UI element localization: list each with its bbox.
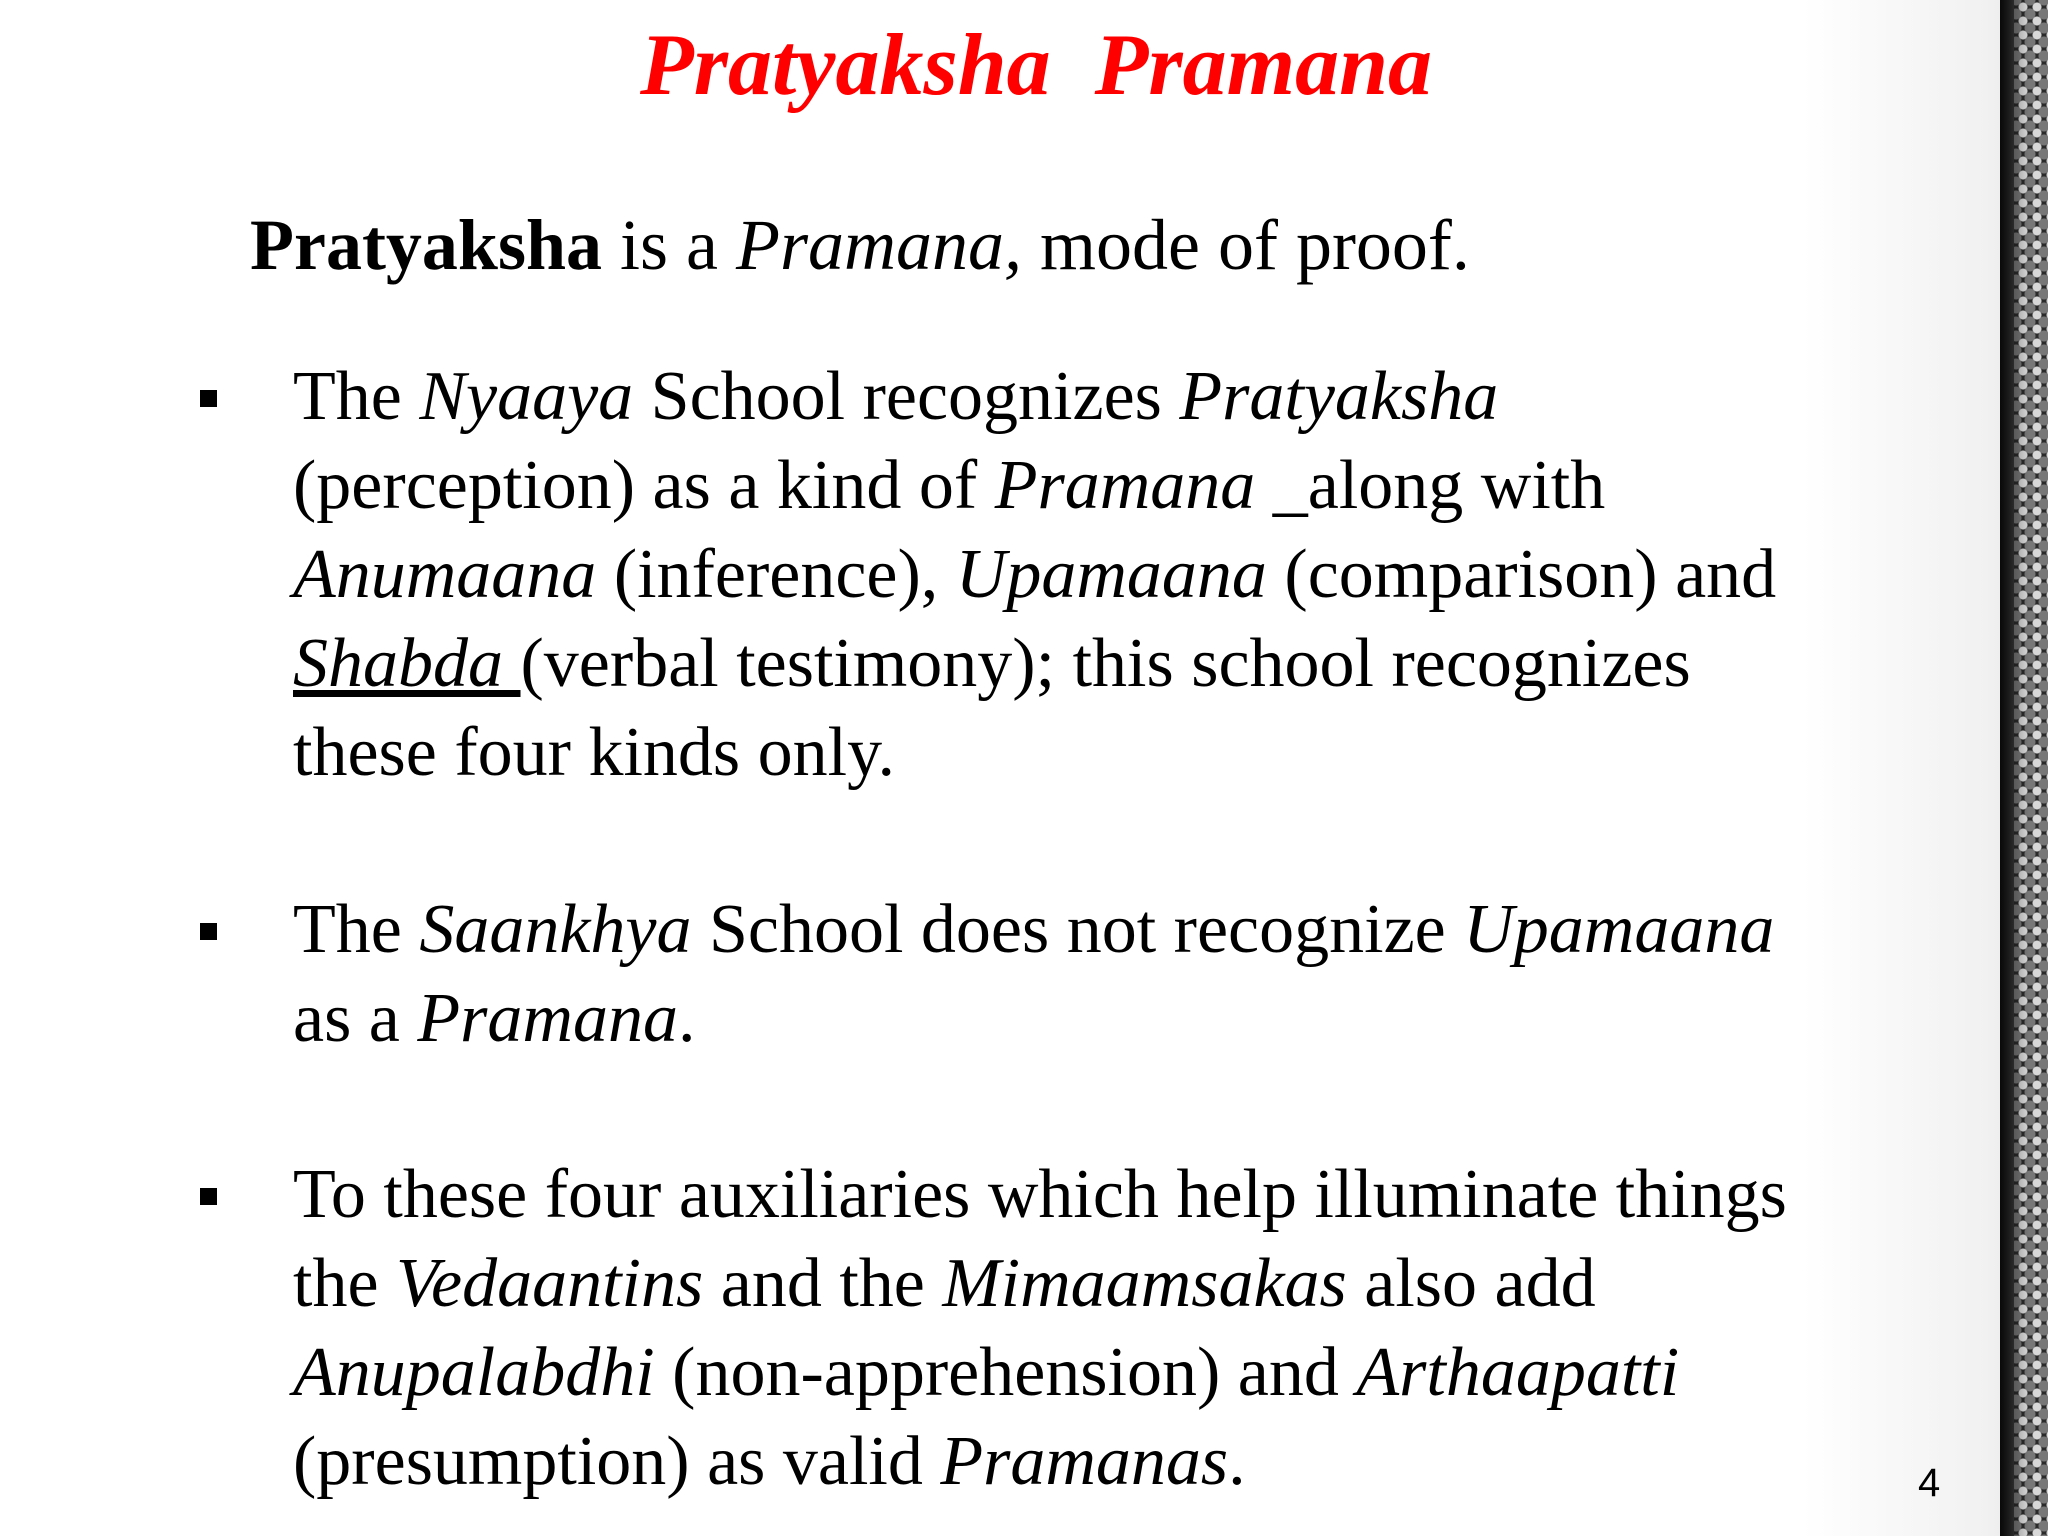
- bullet-marker-icon: [200, 390, 217, 407]
- text: along with: [1307, 447, 1606, 524]
- italic-term: Nyaaya: [419, 358, 634, 435]
- slide-title: Pratyaksha Pramana: [639, 17, 1433, 114]
- italic-term: Anupalabdhi: [293, 1334, 655, 1411]
- bullet-line: [293, 441, 1922, 530]
- bullet-marker-icon: [200, 1188, 217, 1205]
- italic-term: Upamaana: [955, 536, 1267, 613]
- italic-term: Pramana: [994, 447, 1256, 524]
- italic-term: Anumaana: [293, 536, 597, 613]
- bullet-line: [293, 1328, 1922, 1417]
- text: School recognizes: [633, 358, 1180, 435]
- text: (non-apprehension) and: [654, 1334, 1357, 1411]
- italic-term: Upamaana: [1463, 891, 1775, 968]
- text: (inference),: [596, 536, 956, 613]
- italic-term: Shabda: [293, 625, 503, 702]
- text: these four kinds only.: [293, 714, 896, 791]
- italic-term: Mimaamsakas: [942, 1245, 1347, 1322]
- slide-subtitle: [250, 200, 1470, 290]
- bullet-item-2: [192, 885, 1922, 1063]
- text: also add: [1346, 1245, 1596, 1322]
- italic-term: Pramanas: [940, 1423, 1229, 1500]
- text: (comparison) and: [1266, 536, 1777, 613]
- text: _: [1272, 447, 1308, 524]
- page-number: 4: [1918, 1461, 1941, 1505]
- text: and the: [703, 1245, 943, 1322]
- bullet-line: [293, 1150, 1922, 1239]
- text: [1255, 447, 1273, 524]
- bullet-line: [293, 530, 1922, 619]
- italic-term: Pratyaksha: [1179, 358, 1499, 435]
- text: the: [293, 1245, 397, 1322]
- underlined-term: [293, 625, 521, 702]
- text: as a: [293, 980, 418, 1057]
- italic-term: Saankhya: [419, 891, 692, 968]
- text: .: [1228, 1423, 1246, 1500]
- decorative-edge-strip: [2000, 0, 2048, 1536]
- text: The: [293, 891, 420, 968]
- subtitle-italic: Pramana,: [736, 205, 1023, 285]
- bullet-line: [293, 1239, 1922, 1328]
- subtitle-text-1: is a: [602, 205, 737, 285]
- italic-term: Pramana: [417, 980, 678, 1057]
- bullet-line: [293, 619, 1922, 708]
- bullet-line: [293, 1417, 1922, 1506]
- subtitle-term: Pratyaksha: [250, 205, 603, 285]
- text: (presumption) as valid: [293, 1423, 941, 1500]
- bullet-line: [293, 352, 1922, 441]
- text: The: [293, 358, 420, 435]
- bullet-line: [293, 974, 1922, 1063]
- text: .: [677, 980, 696, 1057]
- bullet-marker-icon: [200, 923, 217, 940]
- bullet-line: [293, 708, 1922, 797]
- subtitle-text-2: mode of proof.: [1022, 205, 1470, 285]
- bullet-item-1: [192, 352, 1922, 797]
- text: (perception) as a kind of: [293, 447, 995, 524]
- italic-term: Arthaapatti: [1356, 1334, 1680, 1411]
- italic-term: Vedaantins: [396, 1245, 704, 1322]
- text: To these four auxiliaries which help illuminate things: [293, 1156, 1787, 1233]
- text: School does not recognize: [691, 891, 1464, 968]
- bullet-item-3: [192, 1150, 1922, 1506]
- text: (verbal testimony); this school recognizes: [520, 625, 1691, 702]
- bullet-line: [293, 885, 1922, 974]
- text: [503, 625, 521, 702]
